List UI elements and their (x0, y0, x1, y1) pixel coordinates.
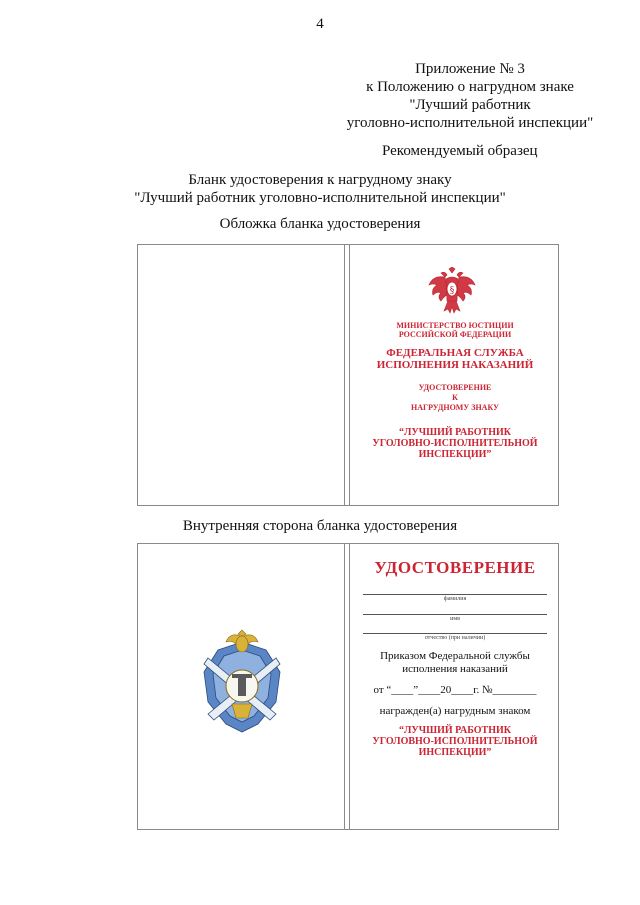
page-number: 4 (316, 16, 324, 32)
inner-section-title: Внутренняя сторона бланка удостоверения (182, 518, 458, 534)
patronymic-line (363, 633, 547, 634)
awarded-text: награжден(а) нагрудным знаком (379, 705, 531, 717)
cover-section-title: Обложка бланка удостоверения (219, 216, 421, 232)
service-name (351, 347, 559, 371)
appendix-line-1: Приложение № 3 (415, 61, 525, 77)
service-line-1: ФЕДЕРАЛЬНАЯ СЛУЖБА (386, 347, 524, 359)
name-caption: имя (450, 616, 460, 622)
inner-badge-line-2: УГОЛОВНО-ИСПОЛНИТЕЛЬНОЙ (372, 736, 538, 747)
surname-line (363, 594, 547, 595)
blank-title-line-2: "Лучший работник уголовно-исполнительной инспекции" (134, 190, 506, 206)
blank-title (120, 171, 520, 207)
name-line (363, 614, 547, 615)
inner-badge-line-3: ИНСПЕКЦИИ” (418, 747, 492, 758)
cover-front-panel (351, 245, 559, 505)
cover-certificate-label (351, 383, 559, 413)
inner-blank (137, 543, 559, 830)
cover-badge-name (351, 427, 559, 460)
cover-cert-line-1: УДОСТОВЕРЕНИЕ (418, 383, 492, 392)
double-headed-eagle-icon (427, 267, 477, 315)
cover-badge-line-2: УГОЛОВНО-ИСПОЛНИТЕЛЬНОЙ (372, 438, 538, 449)
service-line-2: ИСПОЛНЕНИЯ НАКАЗАНИЙ (376, 359, 534, 371)
cover-spine (344, 244, 350, 506)
inner-heading: УДОСТОВЕРЕНИЕ (374, 558, 536, 577)
patronymic-caption: отчество (при наличии) (424, 635, 486, 641)
ministry-line-1: МИНИСТЕРСТВО ЮСТИЦИИ (396, 321, 514, 330)
inner-badge-line-1: “ЛУЧШИЙ РАБОТНИК (398, 725, 512, 736)
ministry-line-2: РОССИЙСКОЙ ФЕДЕРАЦИИ (398, 330, 512, 339)
order-text (351, 650, 559, 676)
cover-blank (137, 244, 559, 506)
blank-title-line-1: Бланк удостоверения к нагрудному знаку (188, 172, 452, 188)
order-date-line: от “____”____20____г. №________ (373, 684, 537, 696)
recommended-sample-label: Рекомендуемый образец (382, 143, 538, 159)
cover-badge-line-3: ИНСПЕКЦИИ” (418, 449, 492, 460)
svg-text:§: § (449, 286, 455, 296)
appendix-line-2: к Положению о нагрудном знаке (366, 79, 574, 95)
surname-caption: фамилия (443, 596, 467, 602)
inner-right-panel (351, 544, 559, 829)
order-line-1: Приказом Федеральной службы (380, 650, 530, 662)
inner-badge-name (351, 725, 559, 758)
cover-badge-line-1: “ЛУЧШИЙ РАБОТНИК (398, 427, 512, 438)
appendix-header (330, 60, 610, 132)
appendix-line-4: уголовно-исполнительной инспекции" (346, 115, 594, 131)
ministry-name (351, 321, 559, 339)
order-line-2: исполнения наказаний (402, 663, 508, 675)
appendix-line-3: "Лучший работник (409, 97, 531, 113)
cover-cert-line-2: К (452, 393, 458, 402)
award-badge-icon (196, 628, 288, 738)
inner-spine (344, 543, 350, 830)
cover-cert-line-3: НАГРУДНОМУ ЗНАКУ (411, 403, 499, 412)
